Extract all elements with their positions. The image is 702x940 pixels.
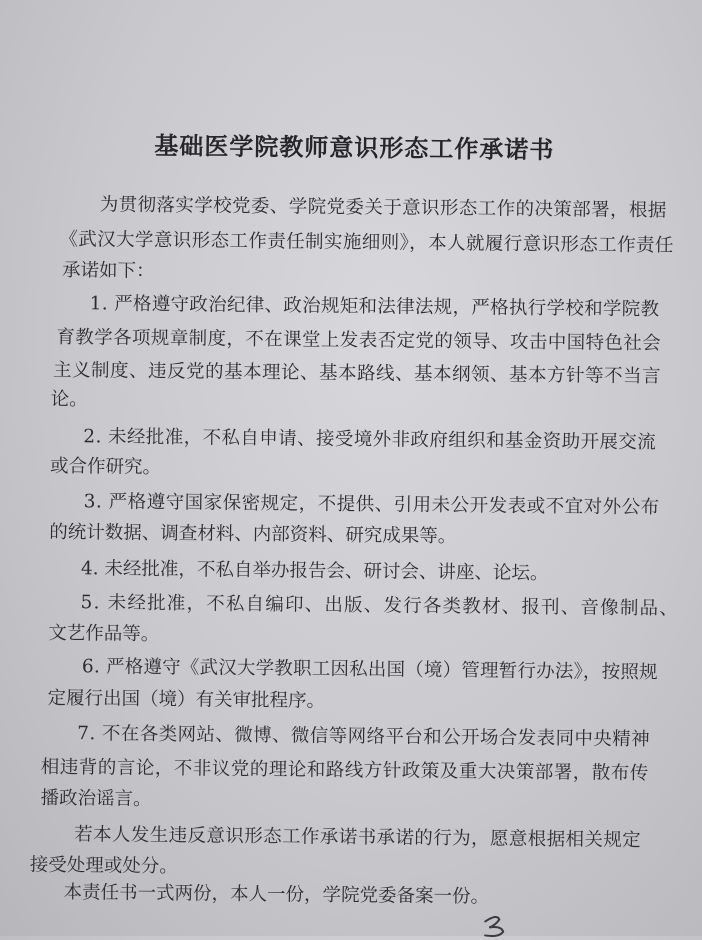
item1-line-3: 主义制度、违反党的基本理论、基本路线、基本纲领、基本方针等不当言 [52, 359, 662, 388]
item6-line-1: 6. 严格遵守《武汉大学教职工因私出国（境）管理暂行办法》，按照规 [81, 656, 658, 684]
intro-line-3: 承诺如下： [61, 259, 155, 282]
handwritten-signature [475, 901, 525, 938]
item2-line-1: 2. 未经批准，不私自申请、接受境外非政府组织和基金资助开展交流 [83, 426, 657, 454]
item3-line-2: 的统计数据、调查材料、内部资料、研究成果等。 [49, 521, 457, 548]
item6-line-2: 定履行出国（境）有关审批程序。 [47, 687, 326, 712]
item7-line-2: 相违背的言论，不非议党的理论和路线方针政策及重大决策部署，散布传 [40, 756, 649, 785]
item1-line-4: 论。 [50, 388, 88, 411]
item7-line-3: 播政治谣言。 [40, 787, 152, 810]
document-title: 基础医学院教师意识形态工作承诺书 [154, 130, 555, 165]
item5-line-1: 5. 未经批准，不私自编印、出版、发行各类教材、报刊、音像制品、 [80, 592, 680, 620]
item3-line-1: 3. 严格遵守国家保密规定，不提供、引用未公开发表或不宜对外公布 [83, 491, 660, 519]
copies-line: 本责任书一式两份，本人一份，学院党委备案一份。 [63, 882, 490, 908]
item1-line-1: 1. 严格遵守政治纪律、政治规矩和法律法规，严格执行学校和学院教 [89, 293, 660, 321]
intro-line-2: 《武汉大学意识形态工作责任制实施细则》，本人就履行意识形态工作责任 [59, 228, 674, 257]
item4-line-1: 4. 未经批准，不私自举办报告会、研讨会、讲座、论坛。 [80, 558, 549, 585]
intro-line-1: 为贯彻落实学校党委、学院党委关于意识形态工作的决策部署，根据 [99, 194, 667, 222]
closing-line-1: 若本人发生违反意识形态工作承诺书承诺的行为，愿意根据相关规定 [74, 824, 642, 852]
item2-line-2: 或合作研究。 [49, 455, 162, 479]
closing-line-2: 接受处理或处分。 [29, 854, 178, 878]
item5-line-2: 文艺作品等。 [48, 622, 160, 646]
item7-line-1: 7. 不在各类网站、微博、微信等网络平台和公开场合发表同中央精神 [77, 723, 651, 751]
item1-line-2: 育教学各项规章制度，不在课堂上发表否定党的领导、攻击中国特色社会 [56, 326, 662, 355]
